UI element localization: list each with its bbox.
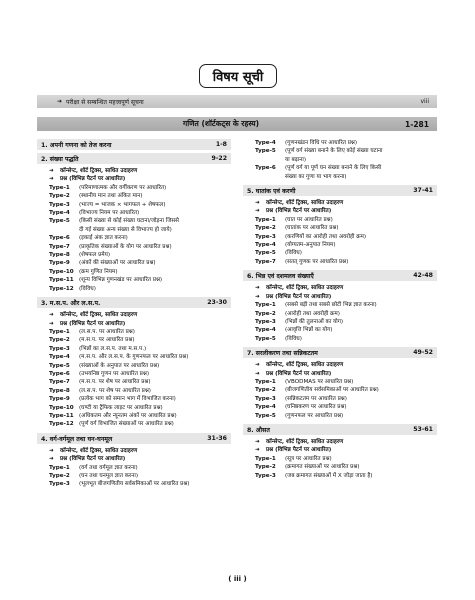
type-label: Type-8 [49,387,70,394]
type-item [243,249,437,257]
type-label: Type-6 [49,235,70,242]
type-label: Type-5 [255,148,276,155]
bullet-item [243,207,437,215]
type-item [37,353,231,361]
type-label: Type-1 [255,302,276,309]
type-description: (भाज्य = भाजक × भागफल + शेषफल) [79,201,166,208]
type-description: (आवृत्ति भिन्नों का योग) [285,327,333,334]
type-item [243,224,437,232]
type-label: Type-3 [49,481,70,488]
type-label: Type-5 [255,250,276,257]
type-label: Type-5 [49,362,70,369]
bullet-item [243,284,437,292]
type-item [37,217,231,225]
type-label: Type-9 [49,260,70,267]
bullet-item [37,320,231,328]
type-label: Type-2 [49,337,70,344]
type-label: Type-4 [255,327,276,334]
type-label: Type-1 [49,184,70,191]
chapter-row[interactable] [37,153,231,164]
type-description: (म.स.प. पर आधारित प्रश्न) [79,337,135,344]
bullet-item [243,438,437,446]
arrow-bullet-icon: ➜ [255,447,260,454]
type-item [37,464,231,472]
type-label: Type-6 [49,370,70,377]
section-title: गणित (शॉर्टकट्स के रहस्य) [182,119,260,128]
type-description: (घातांक पर आधारित प्रश्न) [285,225,339,232]
arrow-bullet-icon: ➜ [255,200,260,207]
chapter-name: 8. औसत [247,426,270,434]
type-item [243,472,437,480]
type-description: (सूत्र पर आधारित प्रश्न) [285,455,332,462]
type-item [243,241,437,249]
type-label: Type-7 [49,243,70,250]
type-description: (पूर्ण वर्ग संख्या बनाने के लिए कोई संख्या घटाना [285,148,383,155]
chapter-name: 5. घातांक एवं करणी [247,188,296,196]
type-description: (बीजगणितीय सर्वसमिकाओं पर आधारित प्रश्न) [285,387,379,394]
type-label: Type-11 [49,412,74,419]
chapter-row[interactable] [37,297,231,308]
type-description: (घन तथा घनमूल ज्ञात करना) [79,473,139,479]
type-label: Type-12 [49,285,74,292]
type-item [37,328,231,336]
type-description: (घात पर आधारित प्रश्न) [285,216,333,223]
type-description: (प्रत्येक भाग को समान भाग में विभाजित करना) [79,396,176,403]
type-item [243,412,437,420]
type-item [37,285,231,293]
arrow-bullet-icon: ➜ [49,168,54,174]
type-item [37,480,231,488]
type-description-continued: संख्या का गुणा या भाग करना) [285,173,347,180]
type-item [243,335,437,343]
type-description: (भिन्नों का ल.स.प. तथा म.स.प.) [79,345,147,352]
type-description: (अधिकतम और न्यूनतम अंकों पर आधारित प्रश्न) [79,412,177,419]
toc-right-column [243,139,437,480]
type-item [243,258,437,266]
bullet-text: प्रश्न (विभिन्न पैटर्न पर आधारित) [60,176,126,183]
arrow-bullet-icon: ➜ [49,456,54,463]
type-label: Type-2 [255,464,276,471]
bullet-text: प्रश्न (विभिन्न पैटर्न पर आधारित) [266,447,332,454]
type-description: (विभाज्य नियम पर आधारित) [79,210,140,217]
type-label: Type-2 [255,225,276,232]
type-item [37,387,231,395]
arrow-bullet-icon: ➜ [49,447,54,454]
chapter-pages: 31-36 [207,434,227,442]
type-description: (करणियों का आरोही तथा अवरोही क्रम) [285,233,367,240]
chapter-row[interactable] [243,347,437,358]
chapter-name: 7. सरलीकरण तथा सन्निकटतम [247,350,318,358]
bullet-item [243,446,437,454]
chapter-pages: 23-30 [207,299,227,307]
type-description: (जब क्रमागत संख्याओं में X जोड़ा जाता है) [285,472,373,479]
type-item [243,216,437,224]
type-description: (ल.स.प. पर आधारित प्रश्न) [79,328,135,335]
type-description: (गुणनखंडन विधि पर आधारित प्रश्न) [285,140,358,146]
type-item [37,420,231,428]
type-description: (विविध) [285,335,302,342]
type-item [243,310,437,318]
type-item [243,386,437,394]
bullet-text: कॉन्सेप्ट, शॉर्ट ट्रिक्स, साधित उदाहरण [266,200,344,207]
bullet-item [37,447,231,455]
chapter-name: 1. अपनी गणना को तेज करना [41,142,112,149]
chapter-name: 6. भिन्न एवं दशमलव संख्याएँ [247,273,314,281]
type-description: (योग्यतम-अनुपात नियम) [285,242,336,249]
type-description: (म.स.प. और ल.स.प. के गुणनफल पर आधारित प्रश्न) [79,354,189,361]
type-description: (भूलभूत बीजगणितीय सर्वसमिकाओं पर आधारित प्रश्न) [79,481,190,488]
type-description: (गुणनफल पर आधारित प्रश्न) [285,412,344,419]
type-item [243,139,437,147]
type-item [37,184,231,192]
bullet-text: प्रश्न (विभिन्न पैटर्न पर आधारित) [60,456,126,463]
type-item [243,147,437,155]
section-header [37,117,437,131]
type-item [37,268,231,276]
type-label: Type-3 [255,233,276,240]
chapter-pages: 53-61 [413,425,433,433]
type-item [243,463,437,471]
bullet-item [243,199,437,207]
type-label: Type-4 [49,354,70,361]
type-description: (विविध) [285,250,302,257]
type-description: (विविध) [79,285,96,292]
type-item [37,259,231,267]
chapter-pages: 37-41 [413,187,433,195]
type-description: (सन्निकटतम पर आधारित प्रश्न) [285,395,347,402]
type-label: Type-2 [255,310,276,317]
type-item [243,164,437,172]
type-description: (प्राकृतिक संख्याओं के योग पर आधारित प्रश्न) [79,243,172,250]
arrow-bullet-icon: ➜ [49,176,54,183]
type-label: Type-2 [49,473,70,479]
notice-page-number: viii [420,98,429,105]
bullet-item [37,311,231,319]
chapter-pages: 49-52 [413,349,433,357]
chapter-name: 4. वर्ग-वर्गमूल तथा घन-घनमूल [41,435,113,443]
type-item [37,412,231,420]
page-number: ( iii ) [228,575,247,583]
type-label: Type-1 [255,455,276,462]
type-item [243,395,437,403]
type-item [37,251,231,259]
type-description: (क्रमागत संख्याओं पर आधारित प्रश्न) [285,464,360,471]
type-description: (घनिष्ठकरण पर आधारित प्रश्न) [285,404,347,411]
type-item [37,336,231,344]
type-description: (किसी संख्या से कोई संख्या घटाना/जोड़ना जिससे [79,218,179,225]
type-item [37,234,231,242]
arrow-right-icon: ➔ [57,98,63,105]
chapter-row[interactable] [37,433,231,444]
type-label: Type-2 [49,193,70,200]
type-label: Type-5 [255,335,276,342]
type-label: Type-3 [255,318,276,325]
type-label: Type-1 [255,216,276,223]
type-description: (म.स.प. पर शेष पर आधारित प्रश्न) [79,379,151,386]
bullet-text: कॉन्सेप्ट, शॉर्ट ट्रिक्स, साधित उदाहरण [60,168,138,174]
type-item [37,276,231,284]
bullet-text: कॉन्सेप्ट, शॉर्ट ट्रिक्स, साधित उदाहरण [266,438,344,445]
type-item [37,345,231,353]
type-description: (क्रम गुणित नियम) [79,268,118,275]
type-item [243,403,437,411]
chapter-row[interactable] [37,139,231,150]
notice-row[interactable] [37,95,437,108]
type-description: (परिमाणात्मक और वर्गीकरण पर आधारित) [79,184,167,191]
type-description: (पूर्ण वर्ग या पूर्ण घन संख्या बनाने के लिए किसी [285,165,382,172]
arrow-bullet-icon: ➜ [255,285,260,292]
type-item [37,192,231,200]
type-description: (उभयनिष्ठ गुणन पर आधारित प्रश्न) [79,370,149,377]
type-description: (सबसे बड़ी तथा सबसे छोटी भिन्न ज्ञात करना) [285,302,377,309]
chapter-row[interactable] [243,270,437,281]
type-label: Type-5 [49,218,70,225]
type-item [37,472,231,480]
type-item [243,455,437,463]
type-item [37,209,231,217]
type-label: Type-6 [255,165,276,172]
type-description: (स्थानीय मान तथा अंकित मान) [79,193,143,200]
type-label: Type-1 [49,464,70,471]
type-description: (VBODMAS पर आधारित प्रश्न) [285,378,354,385]
type-description-continued: या बढ़ाना) [285,156,306,163]
type-item [37,395,231,403]
type-label: Type-3 [49,201,70,208]
bullet-item [243,370,437,378]
bullet-item [37,455,231,463]
chapter-row[interactable] [243,424,437,435]
bullet-text: प्रश्न (विभिन्न पैटर्न पर आधारित) [266,208,332,215]
bullet-text: कॉन्सेप्ट, शॉर्ट ट्रिक्स, साधित उदाहरण [60,312,138,319]
type-label: Type-9 [49,396,70,403]
chapter-name: 3. म.स.प. और ल.स.प. [41,300,101,308]
type-item [37,370,231,378]
type-description: (शेषफल प्रमेय) [79,252,111,259]
type-label: Type-7 [255,258,276,265]
bullet-item [243,293,437,301]
bullet-item [243,361,437,369]
chapter-pages: 42-48 [413,272,433,280]
type-label: Type-10 [49,404,74,411]
type-label: Type-12 [49,421,74,428]
bullet-item [37,167,231,175]
type-label: Type-3 [255,472,276,479]
bullet-text: प्रश्न (विभिन्न पैटर्न पर आधारित) [266,370,332,377]
type-description: (वर्ग तथा वर्गमूल ज्ञात करना) [79,464,138,471]
notice-label: परीक्षा से सम्बन्धित महत्त्वपूर्ण सूचना [66,98,144,106]
type-description: (शून्य विभिन्न गुणनखंड पर आधारित प्रश्न) [79,277,163,284]
type-label: Type-8 [49,252,70,259]
type-label: Type-1 [255,378,276,385]
type-description: (ल.स.प. पर शेष पर आधारित प्रश्न) [79,387,151,394]
page-title: विषय सूची [199,64,277,88]
arrow-bullet-icon: ➜ [255,370,260,377]
type-label: Type-2 [255,387,276,394]
bullet-text: प्रश्न (विभिन्न पैटर्न पर आधारित) [60,320,126,327]
type-label: Type-11 [49,277,74,284]
arrow-bullet-icon: ➜ [49,312,54,319]
type-label: Type-5 [255,412,276,419]
type-item [243,233,437,241]
type-item [37,378,231,386]
type-description: (सतत् गुणक पर आधारित प्रश्न) [285,258,349,265]
arrow-bullet-icon: ➜ [49,320,54,327]
type-item [37,201,231,209]
type-description: (घण्टी या ट्रैफिक लाइट पर आधारित प्रश्न) [79,404,163,411]
section-pages: 1-281 [405,119,429,129]
arrow-bullet-icon: ➜ [255,362,260,369]
type-description: (पूर्ण वर्ग विभाजित संख्याओं पर आधारित प्रश्न) [79,421,174,428]
type-item [243,378,437,386]
bullet-text: प्रश्न (विभिन्न पैटर्न पर आधारित) [266,293,332,300]
type-label: Type-4 [255,140,276,146]
chapter-pages: 1-8 [215,141,227,148]
type-label: Type-7 [49,379,70,386]
type-item [243,326,437,334]
type-description: (संख्याओं के अनुपात पर आधारित प्रश्न) [79,362,160,369]
toc-left-column [37,139,231,489]
type-item [37,404,231,412]
type-label: Type-1 [49,328,70,335]
type-item [243,318,437,326]
type-label: Type-10 [49,268,74,275]
type-description: (अंकों की संख्याओं पर आधारित प्रश्न) [79,260,156,267]
type-label: Type-4 [255,404,276,411]
chapter-name: 2. संख्या पद्धति [41,156,79,163]
chapter-row[interactable] [243,185,437,196]
type-item [243,301,437,309]
type-item [37,362,231,370]
bullet-item [37,175,231,183]
arrow-bullet-icon: ➜ [255,208,260,215]
arrow-bullet-icon: ➜ [255,293,260,300]
arrow-bullet-icon: ➜ [255,438,260,445]
type-label: Type-3 [255,395,276,402]
type-label: Type-4 [255,242,276,249]
type-description-continued: दी गई संख्या अन्य संख्या से विभाज्य हो जाये) [79,226,172,233]
type-label: Type-3 [49,345,70,352]
type-description: (आरोही तथा अवरोही क्रम) [285,310,340,317]
type-description: (इकाई अंक ज्ञात करना) [79,235,128,242]
type-label: Type-4 [49,210,70,217]
bullet-text: कॉन्सेप्ट, शॉर्ट ट्रिक्स, साधित उदाहरण [266,285,344,292]
bullet-text: कॉन्सेप्ट, शॉर्ट ट्रिक्स, साधित उदाहरण [266,362,344,369]
type-description: (भिन्नों की तुलनाओं का योग) [285,318,344,325]
type-item [37,243,231,251]
bullet-text: कॉन्सेप्ट, शॉर्ट ट्रिक्स, साधित उदाहरण [60,447,138,454]
chapter-pages: 9-22 [211,155,227,162]
